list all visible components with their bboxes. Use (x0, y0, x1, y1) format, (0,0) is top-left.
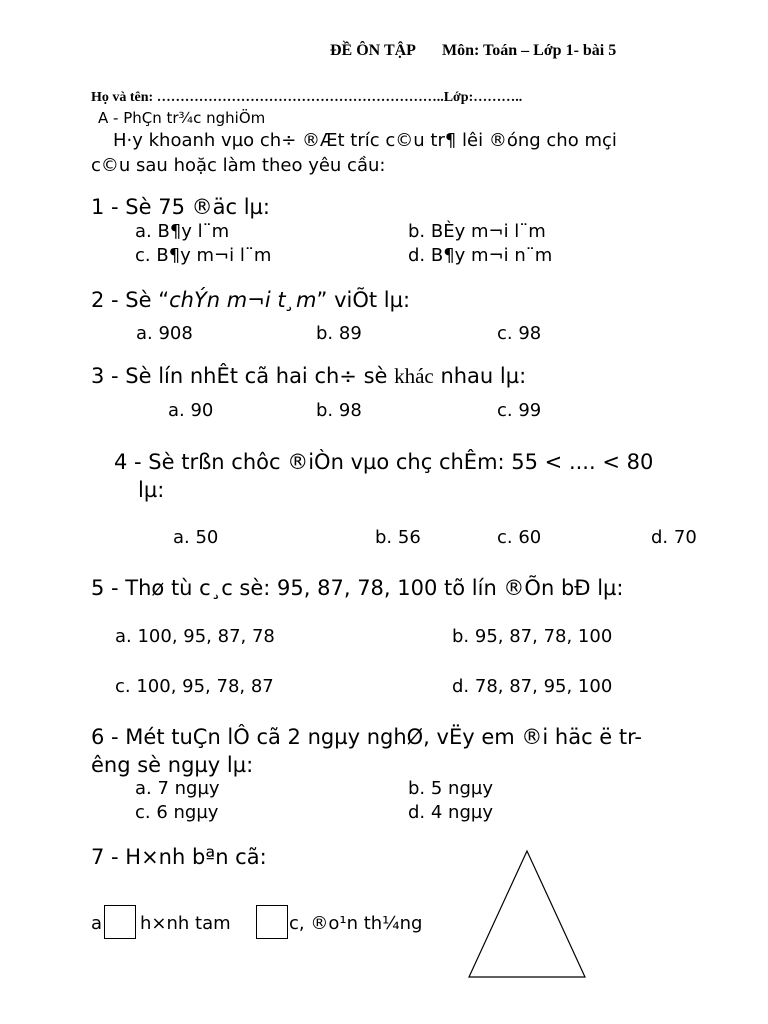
q7-fill-suffix: c, ®o¹n th¼ng (289, 913, 423, 934)
q2-option-b: b. 89 (316, 323, 362, 344)
section-heading: A - PhÇn tr¾c nghiÖm (98, 109, 266, 127)
q4-option-c: c. 60 (497, 527, 542, 548)
instruction-line-2: c©u sau hoặc làm theo yêu cầu: (91, 155, 386, 176)
q3-text-prefix: 3 - Sè lín nhÊt cã hai ch÷ sè (91, 364, 395, 388)
q2-option-a: a. 908 (136, 323, 193, 344)
q1-option-b: b. BÈy m¬i l¨m (408, 221, 546, 242)
q3-option-c: c. 99 (497, 400, 542, 421)
question-5: 5 - Thø tù c¸c sè: 95, 87, 78, 100 tõ lín ®Õn bÐ lµ: (91, 576, 624, 600)
q3-text-serif: khác (394, 364, 434, 388)
q1-option-a: a. B¶y l¨m (135, 221, 230, 242)
q2-option-c: c. 98 (497, 323, 542, 344)
question-1: 1 - Sè 75 ®äc lµ: (91, 195, 270, 219)
q4-option-b: b. 56 (375, 527, 421, 548)
question-7: 7 - H×nh bªn cã: (91, 845, 267, 869)
answer-box-2[interactable] (256, 905, 288, 939)
q5-option-b: b. 95, 87, 78, 100 (452, 626, 613, 647)
question-6-line-1: 6 - Mét tuÇn lÔ cã 2 ngµy nghØ, vËy em ®i häc ë tr- (91, 725, 642, 749)
q6-option-a: a. 7 ngµy (135, 778, 220, 799)
answer-box-1[interactable] (104, 905, 136, 939)
subject-line: Môn: Toán – Lớp 1- bài 5 (442, 42, 617, 59)
q6-option-c: c. 6 ngµy (135, 802, 219, 823)
q5-option-a: a. 100, 95, 87, 78 (115, 626, 275, 647)
q5-option-c: c. 100, 95, 78, 87 (115, 676, 274, 697)
q4-option-a: a. 50 (173, 527, 219, 548)
q3-option-a: a. 90 (168, 400, 214, 421)
q4-option-d: d. 70 (651, 527, 697, 548)
triangle-figure (465, 848, 589, 982)
q2-text-prefix: 2 - Sè “ (91, 288, 170, 312)
q6-option-d: d. 4 ngµy (408, 802, 493, 823)
q7-fill-mid: h×nh tam (140, 913, 231, 934)
q6-option-b: b. 5 ngµy (408, 778, 493, 799)
question-3 (91, 364, 526, 389)
document-title: ĐỀ ÔN TẬP (330, 42, 416, 59)
q2-text-suffix: ” viÕt lµ: (316, 288, 411, 312)
q3-text-suffix: nhau lµ: (433, 364, 527, 388)
question-6-line-2: êng sè ngµy lµ: (91, 753, 254, 777)
q3-option-b: b. 98 (316, 400, 362, 421)
question-4-line-2: lµ: (138, 478, 165, 502)
q5-option-d: d. 78, 87, 95, 100 (452, 676, 613, 697)
question-2 (91, 288, 410, 312)
q7-fill-prefix: a (91, 913, 103, 934)
triangle-shape (469, 851, 585, 977)
question-4-line-1: 4 - Sè trßn chôc ®iÒn vµo chç chÊm: 55 < .... < 80 (114, 450, 654, 474)
q2-text-italic: chÝn m¬i t¸m (169, 288, 317, 312)
instruction-line-1: H·y khoanh vµo ch÷ ®Æt tríc c©u tr¶ lêi ®óng cho mçi (113, 130, 617, 151)
q1-option-d: d. B¶y m¬i n¨m (408, 245, 553, 266)
q1-option-c: c. B¶y m¬i l¨m (135, 245, 272, 266)
name-line: Họ và tên: ……………………………………………………..Lớp:……….. (91, 90, 523, 105)
